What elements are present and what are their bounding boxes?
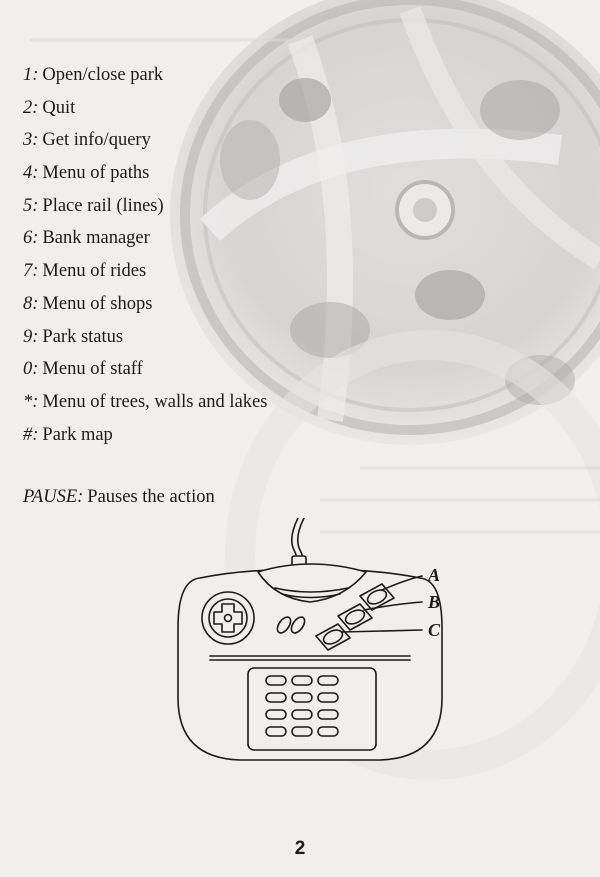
control-item	[23, 229, 267, 262]
control-key: 7:	[23, 261, 39, 282]
control-label: Open/close park	[42, 65, 164, 85]
controller-illustration	[170, 518, 460, 768]
control-label: Menu of paths	[42, 163, 150, 184]
control-label: Place rail (lines)	[42, 195, 164, 216]
control-label: Menu of staff	[42, 359, 143, 380]
control-key: 4:	[23, 163, 39, 184]
control-item	[23, 360, 267, 393]
control-key: 1:	[23, 65, 39, 85]
control-item	[23, 164, 267, 197]
control-key: 9:	[23, 326, 39, 347]
control-key: *:	[23, 391, 39, 412]
control-item	[23, 197, 267, 230]
control-item	[23, 328, 267, 361]
control-key: 3:	[23, 130, 39, 151]
control-key: 6:	[23, 228, 39, 249]
control-item	[23, 426, 267, 459]
control-key: 8:	[23, 293, 39, 314]
control-key: 5:	[23, 195, 39, 216]
controls-list	[23, 66, 267, 458]
control-item	[23, 295, 267, 328]
control-label: Park status	[42, 326, 124, 347]
control-key: 0:	[23, 359, 39, 380]
control-label: Bank manager	[42, 228, 150, 249]
control-label: Menu of trees, walls and lakes	[42, 391, 268, 412]
page-number: 2	[294, 838, 306, 859]
control-label: Quit	[42, 97, 76, 118]
pause-instruction	[23, 487, 215, 508]
pause-key: PAUSE:	[23, 487, 84, 507]
control-item	[23, 393, 267, 426]
control-key: #:	[23, 424, 39, 445]
control-label: Menu of rides	[42, 261, 147, 282]
control-label: Menu of shops	[42, 293, 153, 314]
pause-label: Pauses the action	[87, 487, 215, 507]
control-item	[23, 262, 267, 295]
control-key: 2:	[23, 97, 39, 118]
button-label-c: C	[428, 620, 441, 640]
control-item	[23, 99, 267, 132]
control-item	[23, 66, 267, 99]
button-label-a: A	[428, 565, 441, 585]
control-label: Get info/query	[42, 130, 151, 151]
button-label-b: B	[428, 592, 441, 612]
control-item	[23, 131, 267, 164]
control-label: Park map	[42, 424, 113, 445]
